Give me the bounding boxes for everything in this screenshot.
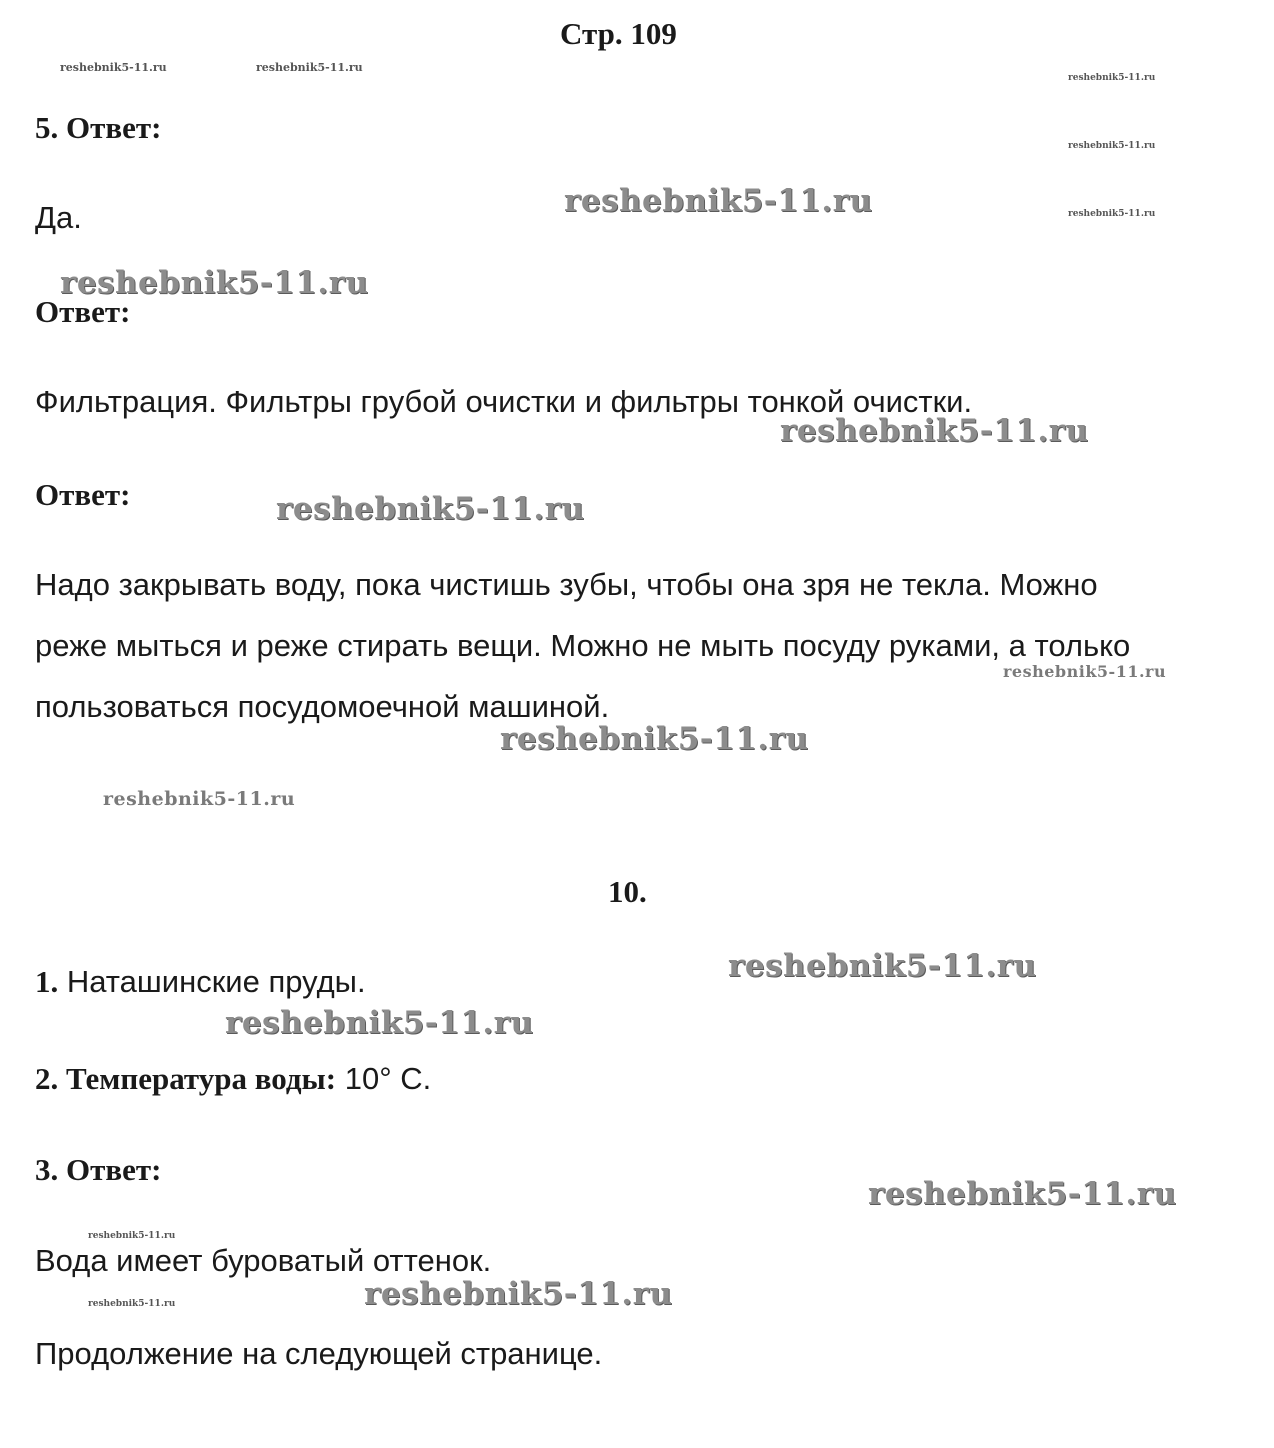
item-2-label: 2. Температура воды: [35, 1061, 337, 1096]
item-2 [35, 1063, 431, 1094]
q7-line-2: реже мыться и реже стирать вещи. Можно не мыть посуду руками, а только [35, 628, 1131, 663]
watermark: reshebnik5-11.ru [88, 1231, 176, 1241]
item-3-answer: Вода имеет буроватый оттенок. [35, 1243, 492, 1278]
watermark: reshebnik5-11.ru [276, 491, 585, 527]
page-title: Стр. 109 [560, 16, 677, 51]
watermark: reshebnik5-11.ru [103, 788, 296, 810]
watermark: reshebnik5-11.ru [868, 1176, 1177, 1212]
watermark: reshebnik5-11.ru [500, 721, 809, 757]
watermark: reshebnik5-11.ru [225, 1005, 534, 1041]
watermark: reshebnik5-11.ru [564, 183, 873, 219]
item-1 [35, 966, 366, 997]
watermark: reshebnik5-11.ru [60, 61, 167, 74]
q7-heading: Ответ: [35, 477, 131, 512]
watermark: reshebnik5-11.ru [60, 265, 369, 301]
watermark: reshebnik5-11.ru [1068, 73, 1156, 83]
item-3-heading: 3. Ответ: [35, 1152, 162, 1187]
q5-heading: 5. Ответ: [35, 110, 162, 145]
item-1-text: Наташинские пруды. [58, 964, 366, 999]
watermark: reshebnik5-11.ru [780, 413, 1089, 449]
item-2-value: 10° С. [336, 1061, 432, 1096]
watermark: reshebnik5-11.ru [1068, 141, 1156, 151]
q7-line-3: пользоваться посудомоечной машиной. [35, 689, 610, 724]
watermark: reshebnik5-11.ru [364, 1276, 673, 1312]
watermark: reshebnik5-11.ru [728, 948, 1037, 984]
q6-heading: Ответ: [35, 294, 131, 329]
q6-answer: Фильтрация. Фильтры грубой очистки и фильтры тонкой очистки. [35, 384, 973, 419]
watermark: reshebnik5-11.ru [1068, 209, 1156, 219]
continuation-note: Продолжение на следующей странице. [35, 1336, 603, 1371]
task10-heading: 10. [608, 874, 647, 909]
watermark: reshebnik5-11.ru [1003, 662, 1167, 681]
q7-line-1: Надо закрывать воду, пока чистишь зубы, чтобы она зря не текла. Можно [35, 567, 1098, 602]
q5-answer: Да. [35, 200, 82, 235]
watermark: reshebnik5-11.ru [256, 61, 363, 74]
watermark: reshebnik5-11.ru [88, 1299, 176, 1309]
item-1-number: 1. [35, 964, 59, 999]
